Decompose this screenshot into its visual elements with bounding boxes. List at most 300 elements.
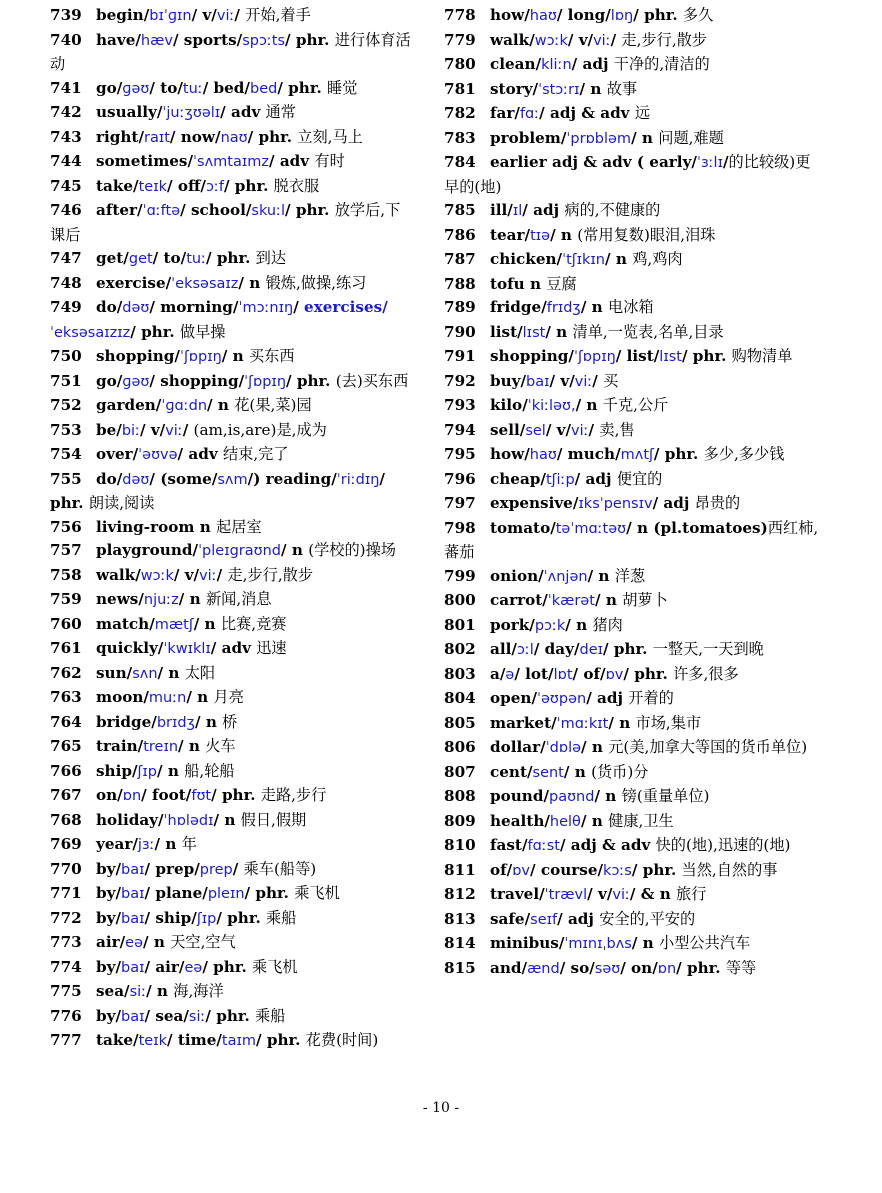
vocab-entry <box>444 273 820 297</box>
meaning: 脱衣服 <box>273 176 320 195</box>
entry-word: by/ <box>96 1006 121 1025</box>
entry-number: 760 <box>50 614 82 633</box>
vocab-entry <box>444 834 820 859</box>
phonetic: kɔːs <box>603 862 632 879</box>
part-of-speech: n <box>165 835 182 853</box>
entry-number: 780 <box>444 55 476 73</box>
entry-word: / lot/ <box>514 664 554 683</box>
entry-word: carrot/ <box>490 591 548 609</box>
phonetic: sent <box>532 764 564 781</box>
meaning: 桥 <box>222 712 238 731</box>
entry-word: /) reading/ <box>247 469 337 488</box>
part-of-speech: phr. <box>255 884 295 902</box>
entry-number: 800 <box>444 591 476 609</box>
entry-word: / sports/ <box>172 30 243 49</box>
phonetic: ɒn <box>122 788 142 804</box>
part-of-speech: n <box>232 347 249 365</box>
vocab-entry <box>444 345 820 370</box>
meaning: 船,轮船 <box>184 761 235 780</box>
phonetic: lɪst <box>659 349 682 365</box>
phonetic: lɒŋ <box>610 8 634 24</box>
entry-word: / <box>592 371 604 390</box>
vocab-entry <box>444 687 820 712</box>
meaning: 乘车(船等) <box>243 859 317 878</box>
part-of-speech: n <box>188 737 206 755</box>
entry-word: sea/ <box>96 982 130 1000</box>
entry-word: safe/ <box>490 909 531 928</box>
phonetic: siː <box>188 1008 206 1025</box>
vocab-entry <box>50 539 415 564</box>
meaning: 开始,着手 <box>245 6 311 24</box>
part-of-speech: n <box>605 591 623 609</box>
part-of-speech: v/ <box>578 30 594 49</box>
part-of-speech: adj <box>585 469 617 488</box>
entry-word: / <box>210 639 222 657</box>
entry-number: 765 <box>50 737 82 755</box>
phonetic: raɪt <box>144 129 170 146</box>
phonetic: ˈʃɒpɪŋ <box>573 349 616 365</box>
part-of-speech: phr. <box>296 371 336 390</box>
phonetic: deɪ <box>579 642 604 658</box>
meaning: 朗读,阅读 <box>88 494 155 512</box>
entry-word: by/ <box>96 908 121 927</box>
meaning: 有时 <box>314 152 345 170</box>
entry-word: / <box>379 469 385 488</box>
phonetic: ˈmɑːkɪt <box>556 715 609 732</box>
entry-number: 788 <box>444 274 476 293</box>
meaning: 乘船 <box>266 908 297 927</box>
entry-word: usually/ <box>96 103 163 121</box>
entry-word: / (some/ <box>149 469 218 488</box>
entry-word: / <box>285 201 296 219</box>
meaning: 走路,步行 <box>260 786 327 804</box>
meaning: 元(美,加拿大等国的货币单位) <box>608 738 808 756</box>
part-of-speech: phr. <box>613 640 653 658</box>
part-of-speech: adj <box>533 201 565 219</box>
entry-word: / <box>173 565 185 584</box>
entry-number: 745 <box>50 176 82 195</box>
phonetic: dəʊ <box>122 300 150 316</box>
entry-word: take/ <box>96 1031 139 1049</box>
phonetic: baɪ <box>121 861 145 878</box>
vocab-entry <box>50 29 415 77</box>
phonetic: ˈkærət <box>547 593 595 609</box>
entry-word: exercise/ <box>96 273 172 292</box>
entry-word: / <box>563 762 575 781</box>
meaning: 昂贵的 <box>694 494 741 512</box>
entry-word: / <box>213 810 225 829</box>
entry-word: fast/ <box>490 836 528 854</box>
vocab-entry <box>50 662 415 687</box>
meaning: 病的,不健康的 <box>564 201 661 219</box>
entry-word: / <box>557 909 568 928</box>
entry-word: market/ <box>490 713 557 732</box>
entry-number: 804 <box>444 689 476 707</box>
vocab-entry <box>50 4 415 29</box>
meaning: 猪肉 <box>592 615 623 634</box>
phonetic: ɡəʊ <box>122 80 150 97</box>
entry-word: / <box>285 30 296 49</box>
entry-number: 814 <box>444 934 476 952</box>
left-column <box>50 4 415 1054</box>
entry-number: 749 <box>50 298 82 316</box>
entry-word: / <box>293 298 305 316</box>
vocab-entry <box>444 785 820 810</box>
entry-number: 771 <box>50 884 82 902</box>
entry-word: tomato/ <box>490 518 556 537</box>
vocab-entry <box>50 394 415 419</box>
part-of-speech: phr. <box>213 957 253 976</box>
entry-number: 802 <box>444 640 476 658</box>
entry-word: / off/ <box>167 176 206 195</box>
vocab-entry <box>50 784 415 809</box>
entry-word: / <box>256 1031 267 1049</box>
right-column <box>444 4 820 981</box>
phonetic: bɪˈɡɪn <box>149 8 192 24</box>
vocab-entry <box>444 859 820 884</box>
entry-word: ship/ <box>96 761 138 780</box>
entry-number: 803 <box>444 664 476 683</box>
phonetic: ˈʃɒpɪŋ <box>244 373 287 390</box>
phonetic: ˈʃɒpɪŋ <box>179 349 222 365</box>
entry-word: tofu <box>490 274 531 293</box>
phonetic: ˈeksəsaɪz <box>171 275 239 292</box>
vocab-entry <box>50 760 415 785</box>
entry-number: 739 <box>50 6 82 24</box>
phonetic: ˈtʃɪkɪn <box>562 252 605 268</box>
entry-word: / <box>154 835 166 853</box>
part-of-speech: phr. <box>221 786 261 804</box>
part-of-speech: n <box>590 79 607 98</box>
vocab-entry <box>50 564 415 589</box>
phonetic: ˈəʊvə <box>138 447 178 463</box>
vocab-entry <box>444 712 820 737</box>
entry-word: ill/ <box>490 201 513 219</box>
vocab-entry <box>50 272 415 297</box>
entry-word: / sea/ <box>144 1006 189 1025</box>
vocab-entry <box>444 29 820 54</box>
entry-word: / <box>182 420 194 439</box>
entry-word: / <box>146 982 157 1000</box>
meaning: 豆腐 <box>546 274 577 293</box>
vocab-entry <box>50 637 415 662</box>
part-of-speech: phr. <box>258 127 298 146</box>
phonetic: viː <box>216 8 235 24</box>
meaning: 电冰箱 <box>608 298 654 316</box>
entry-word: playground/ <box>96 541 199 559</box>
part-of-speech: adj <box>567 909 600 928</box>
meaning: 西红柿,蕃茄 <box>444 518 819 561</box>
part-of-speech: n <box>586 396 603 414</box>
phonetic: frɪdʒ <box>546 300 581 316</box>
vocab-entry <box>444 296 820 321</box>
phonetic: viː <box>612 887 630 903</box>
part-of-speech: phr. <box>664 445 704 463</box>
phonetic: naʊ <box>220 129 248 146</box>
phonetic: get <box>128 251 153 267</box>
part-of-speech: n <box>224 810 241 829</box>
vocab-entry <box>50 956 415 981</box>
phonetic: haʊ <box>529 8 557 24</box>
vocab-entry <box>444 419 820 444</box>
part-of-speech: n <box>641 128 659 147</box>
phonetic: sʌn <box>132 665 158 682</box>
phonetic: səʊ <box>594 960 621 977</box>
entry-word-blue: exercises/ <box>304 298 388 316</box>
entry-word: / <box>579 79 591 98</box>
vocab-entry <box>444 102 820 127</box>
entry-word: moon/ <box>96 688 149 706</box>
meaning: 结束,完了 <box>222 445 289 463</box>
part-of-speech: n <box>204 614 221 633</box>
entry-number: 785 <box>444 201 476 219</box>
entry-word: / now/ <box>169 127 221 146</box>
phonetic: baɪ <box>121 886 145 902</box>
entry-word: / <box>631 934 643 952</box>
vocab-entry <box>444 248 820 273</box>
part-of-speech: n <box>153 933 171 951</box>
entry-word: go/ <box>96 78 123 97</box>
entry-word: / <box>610 30 622 49</box>
entry-word: minibus/ <box>490 934 565 952</box>
phonetic: hæv <box>140 32 173 49</box>
entry-word: all/ <box>490 640 517 658</box>
entry-word: / <box>216 565 228 584</box>
entry-word: train/ <box>96 737 144 755</box>
entry-word: holiday/ <box>96 810 164 829</box>
meaning: 一整天,一天到晚 <box>652 640 764 658</box>
entry-word: / <box>631 860 643 879</box>
entry-word: / bed/ <box>202 78 250 97</box>
phonetic: ʃɪp <box>137 763 157 780</box>
phonetic: fɑːst <box>527 838 560 854</box>
entry-word: / <box>603 640 614 658</box>
part-of-speech: v/ <box>184 565 200 584</box>
entry-number: 787 <box>444 250 476 268</box>
phonetic: ˈdɒlə <box>545 740 582 756</box>
meaning: 到达 <box>255 249 287 267</box>
entry-number: 776 <box>50 1006 82 1025</box>
entry-word: / <box>247 127 259 146</box>
part-of-speech: n <box>156 982 174 1000</box>
entry-number: 756 <box>50 517 82 536</box>
vocab-entry <box>50 199 415 247</box>
entry-word: / morning/ <box>149 298 239 316</box>
entry-word: cent/ <box>490 762 533 781</box>
entry-word: news/ <box>96 590 144 608</box>
entry-word: earlier <box>490 153 552 171</box>
vocab-entry <box>50 858 415 883</box>
entry-word: tear/ <box>490 225 531 244</box>
meaning: 锻炼,做操,练习 <box>265 273 367 292</box>
entry-word: / <box>139 420 151 439</box>
entry-word: / <box>191 6 203 24</box>
entry-word: / <box>605 250 616 268</box>
meaning: 快的(地),迅速的(地) <box>655 836 791 854</box>
entry-word: / <box>205 1006 217 1025</box>
vocab-entry <box>444 565 820 590</box>
phonetic: viː <box>593 32 611 49</box>
phonetic: ˈpleɪgraʊnd <box>198 543 281 559</box>
part-of-speech: n <box>197 688 214 706</box>
phonetic: ˈmɪnɪˌbʌs <box>564 936 632 952</box>
vocab-entry <box>444 638 820 663</box>
vocab-entry <box>50 101 415 126</box>
part-of-speech: phr. <box>288 78 328 97</box>
phonetic: eə <box>125 935 144 951</box>
entry-word: problem/ <box>490 128 567 147</box>
entry-word: air/ <box>96 933 126 951</box>
phonetic: biː <box>121 422 140 439</box>
entry-word: / <box>221 347 233 365</box>
meaning: 假日,假期 <box>240 810 307 829</box>
entry-number: 754 <box>50 445 82 463</box>
entry-word: how/ <box>490 6 530 24</box>
phonetic: baɪ <box>121 959 145 976</box>
entry-word: / <box>587 885 598 903</box>
entry-word: / & n <box>629 885 677 903</box>
entry-word: how/ <box>490 445 530 463</box>
vocab-entry <box>444 321 820 346</box>
meaning: 问题,难题 <box>658 128 724 147</box>
entry-word: year/ <box>96 835 138 853</box>
part-of-speech: v/ <box>598 885 613 903</box>
phonetic: ˈjuːʒʊəlɪ <box>162 105 221 121</box>
phonetic: ɒv <box>512 862 531 879</box>
part-of-speech: v/ <box>556 420 572 439</box>
vocab-entry <box>444 883 820 908</box>
entry-word: / of/ <box>572 664 606 683</box>
phonetic: pleɪn <box>207 886 245 902</box>
entry-word: / <box>202 957 214 976</box>
entry-word: on/ <box>96 786 123 804</box>
meaning: 等等 <box>725 958 757 977</box>
entry-word: / <box>232 859 244 878</box>
entry-word: far/ <box>490 104 520 122</box>
part-of-speech: phr. <box>216 1006 256 1025</box>
entry-number: 747 <box>50 249 82 267</box>
part-of-speech: n <box>205 712 223 731</box>
entry-number: 793 <box>444 396 476 414</box>
vocab-entry <box>50 77 415 102</box>
phonetic: pɔːk <box>534 617 566 634</box>
entry-word: / school/ <box>180 201 252 219</box>
entry-word: pork/ <box>490 615 535 634</box>
entry-word: match/ <box>96 614 155 633</box>
vocab-entry <box>50 588 415 613</box>
part-of-speech: adj & adv <box>549 104 635 122</box>
part-of-speech: adv <box>188 445 223 463</box>
meaning: 洋葱 <box>614 566 646 585</box>
entry-word: / <box>234 6 246 24</box>
entry-word: / <box>178 737 189 755</box>
meaning: 走,步行,散步 <box>621 30 708 49</box>
vocab-entry <box>444 810 820 835</box>
entry-word: / day/ <box>533 640 580 658</box>
phonetic: dəʊ <box>122 471 150 488</box>
meaning: 鸡,鸡肉 <box>632 250 683 268</box>
part-of-speech: n <box>615 250 633 268</box>
entry-word: / <box>580 811 592 830</box>
entry-word: / <box>722 153 729 171</box>
entry-word: / <box>623 664 635 683</box>
entry-word: health/ <box>490 811 550 830</box>
entry-word: / shopping/ <box>149 371 245 390</box>
meaning: 天空,空气 <box>170 933 236 951</box>
entry-word: / <box>186 688 198 706</box>
entry-word: / <box>571 55 583 73</box>
phonetic: ɒn <box>657 960 677 977</box>
entry-number: 762 <box>50 663 82 682</box>
entry-word: / air/ <box>144 957 185 976</box>
meaning: 花(果,菜)园 <box>234 396 312 414</box>
entry-word: / foot/ <box>141 786 192 804</box>
entry-word: / <box>565 615 577 634</box>
part-of-speech: n <box>619 713 636 732</box>
entry-word: / <box>581 738 592 756</box>
entry-number: 791 <box>444 347 476 365</box>
entry-word: / to/ <box>149 78 183 97</box>
entry-word: list/ <box>490 322 523 341</box>
entry-word: / <box>588 420 600 439</box>
vocab-entry <box>50 443 415 468</box>
meaning: 镑(重量单位) <box>621 787 710 805</box>
entry-number: 790 <box>444 322 476 341</box>
vocab-entry <box>50 1005 415 1030</box>
entry-word: / <box>559 836 571 854</box>
vocab-entry <box>50 345 415 370</box>
meaning: 干净的,清洁的 <box>613 55 710 73</box>
vocab-entry <box>444 127 820 152</box>
part-of-speech: phr. <box>642 860 682 879</box>
entry-word: sell/ <box>490 420 526 439</box>
phonetic: teɪk <box>138 178 167 195</box>
entry-word: / <box>586 689 598 707</box>
entry-word: / <box>177 445 189 463</box>
entry-number: 740 <box>50 30 82 49</box>
phonetic: lɪst <box>522 324 546 341</box>
vocab-entry <box>444 492 820 517</box>
phonetic: siː <box>129 984 147 1000</box>
entry-word: / <box>207 396 218 414</box>
meaning: 起居室 <box>216 517 262 536</box>
vocab-entry <box>444 614 820 639</box>
vocab-entry <box>50 296 415 345</box>
entry-number: 741 <box>50 78 82 97</box>
entry-number: 766 <box>50 761 82 780</box>
entry-word: / <box>216 908 228 927</box>
meaning: 乘飞机 <box>294 884 340 902</box>
part-of-speech: n <box>598 566 615 585</box>
entry-word: / <box>130 322 142 341</box>
meaning: 睡觉 <box>327 78 358 97</box>
meaning: 的比较级)更早的(地) <box>444 153 811 196</box>
phonetic: ˈhɒlədɪ <box>163 812 214 829</box>
part-of-speech: n <box>199 517 217 536</box>
entry-word: / to/ <box>152 249 187 267</box>
phonetic: skuːl <box>251 203 286 219</box>
entry-word: walk/ <box>96 565 141 584</box>
part-of-speech: v/ <box>202 6 217 24</box>
part-of-speech: n <box>560 225 578 244</box>
phonetic: taɪm <box>221 1033 256 1049</box>
entry-number: 809 <box>444 811 476 830</box>
phonetic: spɔːts <box>242 32 286 49</box>
entry-number: 794 <box>444 420 476 439</box>
entry-word: fridge/ <box>490 298 547 316</box>
vocab-entry <box>444 224 820 249</box>
entry-number: 774 <box>50 957 82 976</box>
